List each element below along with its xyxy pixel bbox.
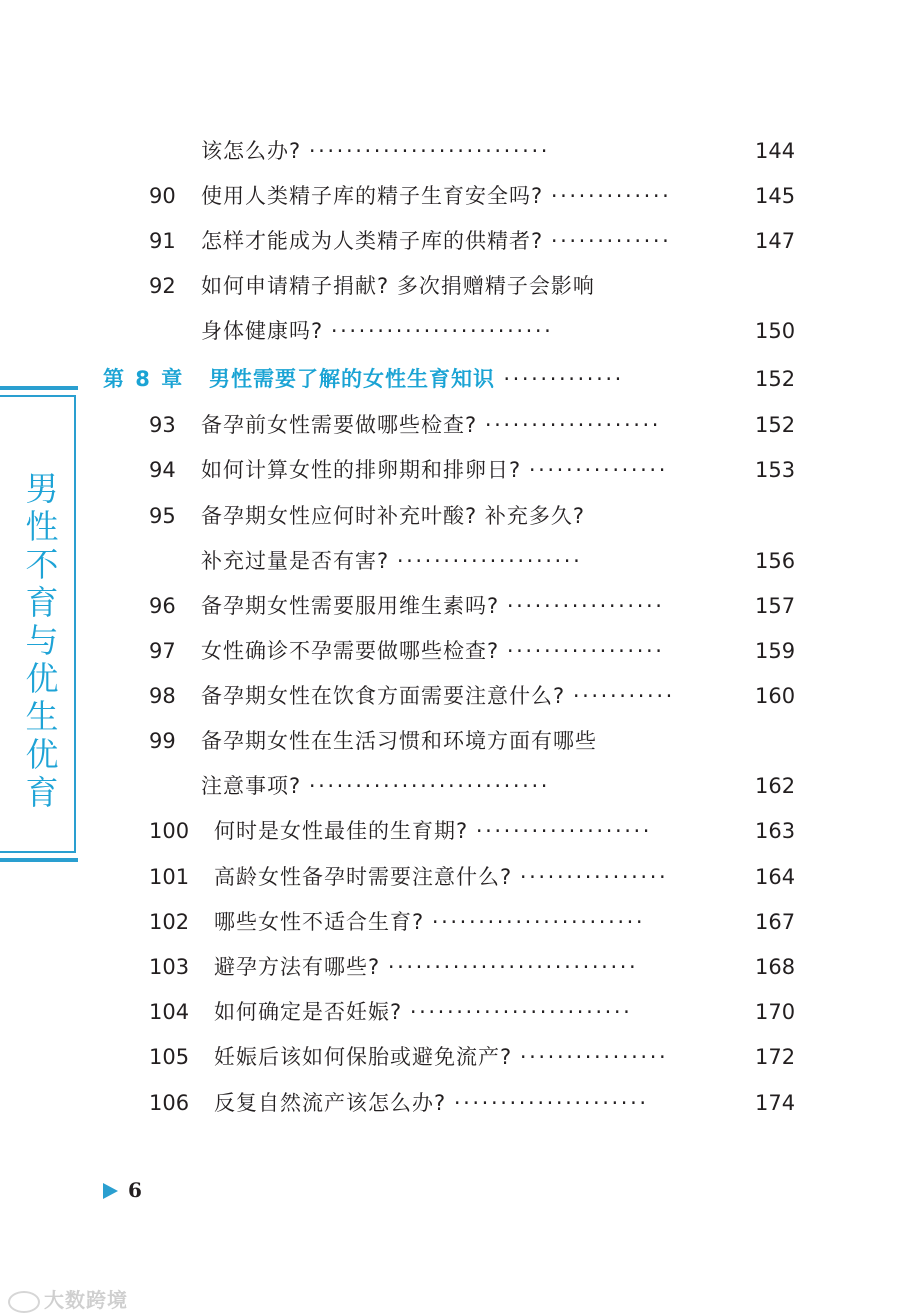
dot-leader: ················ — [519, 865, 669, 889]
dot-leader: ················· — [506, 594, 665, 618]
entry-title-wrap — [201, 494, 585, 539]
side-book-title — [22, 470, 62, 812]
entry-title-wrap — [201, 219, 671, 264]
side-title-char: 与 — [25, 621, 59, 660]
toc-entry[interactable] — [0, 494, 920, 539]
chapter-page: 152 — [755, 367, 796, 391]
watermark — [8, 1284, 128, 1313]
dot-leader: ············· — [550, 229, 672, 253]
entry-title-wrap — [214, 900, 645, 945]
dot-leader: ··················· — [484, 413, 662, 437]
toc-entry[interactable] — [0, 129, 920, 174]
entry-number: 90 — [149, 184, 176, 208]
entry-page: 174 — [755, 1091, 796, 1115]
entry-title: 如何确定是否妊娠? — [214, 1000, 403, 1024]
toc-entry[interactable] — [0, 719, 920, 764]
entry-title: 补充过量是否有害? — [201, 549, 390, 573]
entry-page: 156 — [755, 549, 796, 573]
entry-page: 170 — [755, 1000, 796, 1024]
dot-leader: ························ — [409, 1000, 633, 1024]
side-title-char: 育 — [25, 773, 59, 812]
entry-number: 91 — [149, 229, 176, 253]
entry-number: 106 — [149, 1091, 190, 1115]
chapter-dot-leader: ············· — [503, 367, 624, 391]
chapter-heading[interactable] — [0, 357, 920, 402]
entry-page: 172 — [755, 1045, 796, 1069]
toc-entry[interactable] — [0, 900, 920, 945]
entry-page: 147 — [755, 229, 796, 253]
entry-title: 备孕期女性需要服用维生素吗? — [201, 594, 500, 618]
entry-number: 95 — [149, 504, 176, 528]
toc-entry[interactable] — [0, 855, 920, 900]
side-tab-top-rule — [0, 386, 78, 390]
entry-number: 98 — [149, 684, 176, 708]
toc-entry[interactable] — [0, 448, 920, 493]
entry-title-wrap — [214, 855, 668, 900]
entry-number: 105 — [149, 1045, 190, 1069]
toc-entry[interactable] — [0, 1035, 920, 1080]
toc-entry[interactable] — [0, 219, 920, 264]
dot-leader: ··························· — [387, 955, 639, 979]
dot-leader: ·························· — [308, 774, 551, 798]
entry-number: 94 — [149, 458, 176, 482]
toc-entry[interactable] — [0, 309, 920, 354]
dot-leader: ··················· — [475, 819, 653, 843]
entry-number: 92 — [149, 274, 176, 298]
side-title-char: 育 — [25, 583, 59, 622]
entry-title-wrap — [214, 990, 632, 1035]
entry-title: 使用人类精子库的精子生育安全吗? — [201, 184, 544, 208]
entry-title-wrap — [214, 945, 638, 990]
entry-number: 100 — [149, 819, 190, 843]
entry-title: 怎样才能成为人类精子库的供精者? — [201, 229, 544, 253]
entry-page: 153 — [755, 458, 796, 482]
entry-title: 该怎么办? — [201, 139, 302, 163]
page-number: 6 — [128, 1178, 142, 1202]
dot-leader: ························ — [330, 319, 554, 343]
entry-title: 身体健康吗? — [201, 319, 324, 343]
entry-page: 164 — [755, 865, 796, 889]
chapter-title: 男性需要了解的女性生育知识 — [209, 367, 495, 391]
entry-title-wrap — [201, 174, 671, 219]
side-title-char: 不 — [25, 545, 59, 584]
entry-page: 159 — [755, 639, 796, 663]
entry-number: 93 — [149, 413, 176, 437]
entry-title-wrap — [214, 809, 652, 854]
entry-page: 160 — [755, 684, 796, 708]
entry-title: 女性确诊不孕需要做哪些检查? — [201, 639, 500, 663]
entry-title: 哪些女性不适合生育? — [214, 910, 425, 934]
page-arrow-icon — [103, 1183, 118, 1199]
dot-leader: ················ — [519, 1045, 669, 1069]
dot-leader: ··············· — [528, 458, 668, 482]
chapter-title-wrap — [209, 357, 624, 402]
entry-number: 96 — [149, 594, 176, 618]
toc-entry[interactable] — [0, 674, 920, 719]
entry-page: 162 — [755, 774, 796, 798]
watermark-logo-icon — [8, 1291, 40, 1313]
entry-title-wrap — [201, 629, 665, 674]
toc-entry[interactable] — [0, 945, 920, 990]
entry-page: 163 — [755, 819, 796, 843]
entry-number: 99 — [149, 729, 176, 753]
entry-page: 167 — [755, 910, 796, 934]
toc-entry[interactable] — [0, 1081, 920, 1126]
toc-entry[interactable] — [0, 990, 920, 1035]
entry-title: 注意事项? — [201, 774, 302, 798]
toc-entry[interactable] — [0, 403, 920, 448]
side-title-char: 性 — [25, 507, 59, 546]
entry-title-wrap — [201, 448, 668, 493]
entry-title: 如何计算女性的排卵期和排卵日? — [201, 458, 522, 482]
side-title-char: 优 — [25, 735, 59, 774]
entry-title: 高龄女性备孕时需要注意什么? — [214, 865, 513, 889]
entry-page: 145 — [755, 184, 796, 208]
toc-entry[interactable] — [0, 539, 920, 584]
entry-title-wrap — [214, 1035, 668, 1080]
dot-leader: ······················· — [431, 910, 646, 934]
entry-title-wrap — [201, 719, 597, 764]
entry-number: 104 — [149, 1000, 190, 1024]
toc-entry[interactable] — [0, 174, 920, 219]
entry-title: 备孕期女性在生活习惯和环境方面有哪些 — [201, 729, 597, 753]
toc-entry[interactable] — [0, 809, 920, 854]
entry-title-wrap — [201, 264, 595, 309]
side-title-char: 生 — [25, 697, 59, 736]
side-title-char: 男 — [25, 469, 59, 508]
entry-page: 168 — [755, 955, 796, 979]
entry-title: 何时是女性最佳的生育期? — [214, 819, 469, 843]
entry-number: 97 — [149, 639, 176, 663]
dot-leader: ················· — [506, 639, 665, 663]
entry-number: 103 — [149, 955, 190, 979]
dot-leader: ···················· — [396, 549, 583, 573]
entry-title-wrap — [201, 764, 550, 809]
entry-number: 101 — [149, 865, 190, 889]
dot-leader: ··········· — [572, 684, 675, 708]
entry-page: 150 — [755, 319, 796, 343]
entry-number: 102 — [149, 910, 190, 934]
entry-title-wrap — [201, 129, 550, 174]
entry-title-wrap — [201, 309, 553, 354]
dot-leader: ············· — [550, 184, 672, 208]
toc-entry[interactable] — [0, 764, 920, 809]
dot-leader: ····················· — [453, 1091, 649, 1115]
entry-page: 157 — [755, 594, 796, 618]
toc-entry[interactable] — [0, 584, 920, 629]
dot-leader: ·························· — [308, 139, 551, 163]
toc-entry[interactable] — [0, 629, 920, 674]
entry-title-wrap — [214, 1081, 649, 1126]
entry-title: 反复自然流产该怎么办? — [214, 1091, 447, 1115]
watermark-text: 大数跨境 — [44, 1288, 128, 1312]
side-tab-bottom-rule — [0, 858, 78, 862]
chapter-label: 第 8 章 — [103, 367, 185, 391]
entry-page: 144 — [755, 139, 796, 163]
toc-entry[interactable] — [0, 264, 920, 309]
entry-title-wrap — [201, 403, 661, 448]
entry-page: 152 — [755, 413, 796, 437]
entry-title: 妊娠后该如何保胎或避免流产? — [214, 1045, 513, 1069]
entry-title: 备孕期女性应何时补充叶酸? 补充多久? — [201, 504, 585, 528]
side-title-char: 优 — [25, 659, 59, 698]
entry-title: 备孕期女性在饮食方面需要注意什么? — [201, 684, 566, 708]
entry-title-wrap — [201, 584, 665, 629]
entry-title: 备孕前女性需要做哪些检查? — [201, 413, 478, 437]
entry-title: 如何申请精子捐献? 多次捐赠精子会影响 — [201, 274, 595, 298]
entry-title-wrap — [201, 539, 582, 584]
entry-title-wrap — [201, 674, 675, 719]
entry-title: 避孕方法有哪些? — [214, 955, 381, 979]
